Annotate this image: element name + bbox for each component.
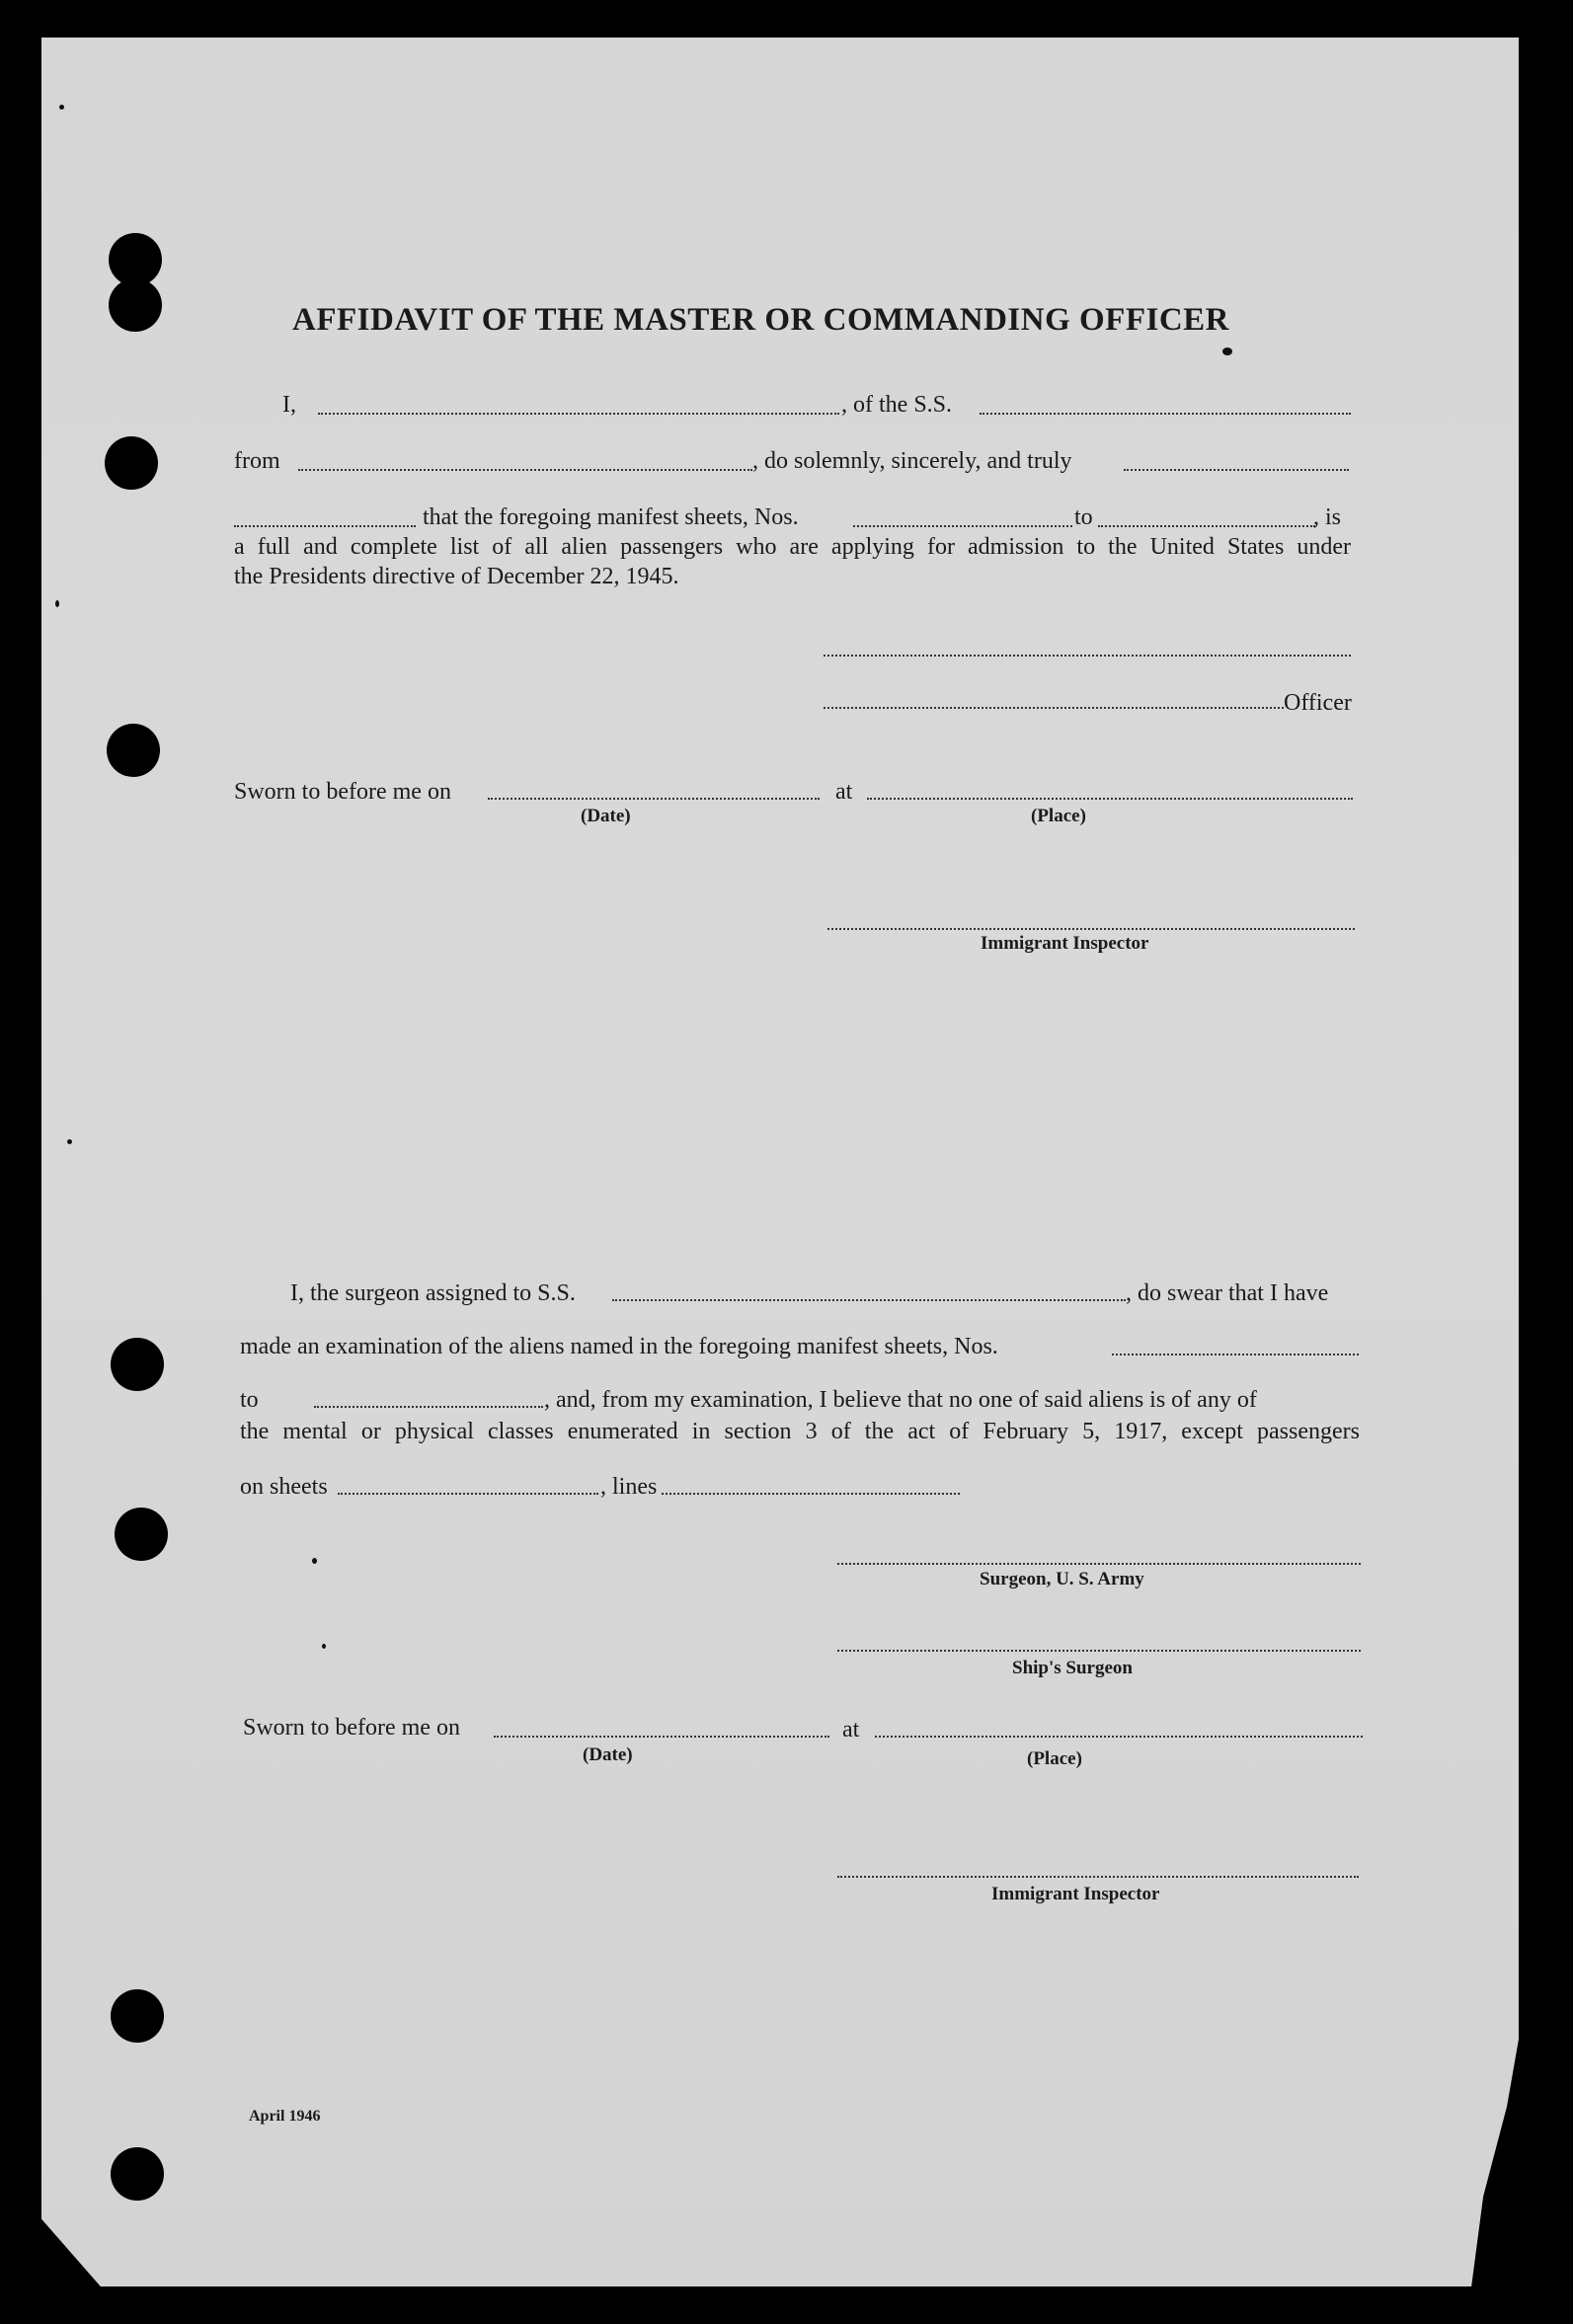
surgeon-date-caption: (Date) [583, 1744, 633, 1765]
surgeon-sworn-place-field[interactable] [875, 1736, 1363, 1738]
punch-hole [111, 1338, 164, 1391]
master-name-field[interactable] [318, 413, 839, 415]
army-surgeon-signature-field[interactable] [837, 1563, 1361, 1565]
army-surgeon-caption: Surgeon, U. S. Army [980, 1569, 1144, 1589]
sheets-to-field[interactable] [1098, 525, 1315, 527]
document-page [41, 38, 1519, 2286]
speck [312, 1558, 317, 1564]
lines-label: , lines [600, 1474, 658, 1500]
of-ss-label: , of the S.S. [841, 392, 953, 418]
officer-label: Officer [1284, 690, 1352, 716]
solemnly-text: , do solemnly, sincerely, and truly [752, 448, 1072, 474]
sworn-label: Sworn to before me on [234, 779, 451, 805]
surgeon-at-label: at [842, 1717, 860, 1743]
place-caption: (Place) [1031, 806, 1086, 826]
date-caption: (Date) [581, 806, 631, 826]
punch-hole [115, 1508, 168, 1561]
surgeon-ship-field[interactable] [612, 1299, 1126, 1301]
inspector-caption: Immigrant Inspector [981, 933, 1149, 954]
except-sheets-field[interactable] [338, 1493, 598, 1495]
speck [55, 600, 59, 607]
officer-title-field[interactable] [824, 707, 1284, 709]
surgeon-finding-text: , and, from my examination, I believe that no one of said aliens is of any of [544, 1387, 1257, 1413]
oath-field[interactable] [1124, 469, 1349, 471]
from-label: from [234, 448, 280, 474]
sworn-place-field[interactable] [867, 798, 1353, 800]
surgeon-to-label: to [240, 1387, 259, 1413]
surgeon-place-caption: (Place) [1027, 1748, 1082, 1769]
surgeon-inspector-signature-field[interactable] [837, 1876, 1359, 1878]
ship-surgeon-caption: Ship's Surgeon [1012, 1658, 1133, 1678]
ship-surgeon-signature-field[interactable] [837, 1650, 1361, 1652]
manifest-sheets-text: that the foregoing manifest sheets, Nos. [423, 504, 799, 530]
form-date: April 1946 [249, 2108, 321, 2125]
surgeon-inspector-caption: Immigrant Inspector [991, 1884, 1160, 1904]
page-title: AFFIDAVIT OF THE MASTER OR COMMANDING OFFICER [292, 302, 1229, 338]
surgeon-sheets-to-field[interactable] [314, 1406, 543, 1408]
except-lines-field[interactable] [662, 1493, 960, 1495]
surgeon-sworn-date-field[interactable] [494, 1736, 829, 1738]
sworn-date-field[interactable] [488, 798, 820, 800]
master-signature-field[interactable] [824, 655, 1351, 657]
speck [59, 105, 64, 110]
i-label: I, [282, 392, 296, 418]
on-sheets-label: on sheets [240, 1474, 328, 1500]
surgeon-examination-text: made an examination of the aliens named in the foregoing manifest sheets, Nos. [240, 1334, 998, 1359]
master-statement-line: a full and complete list of all alien passengers who are applying for admission to the United States under [234, 534, 1351, 560]
to-label: to [1074, 504, 1093, 530]
speck [1222, 348, 1232, 355]
speck [322, 1644, 326, 1649]
punch-hole [111, 2147, 164, 2201]
punch-hole [111, 1989, 164, 2043]
punch-hole [109, 278, 162, 332]
ship-name-field[interactable] [980, 413, 1351, 415]
at-label: at [835, 779, 853, 805]
swear-field[interactable] [234, 525, 416, 527]
inspector-signature-field[interactable] [827, 928, 1355, 930]
speck [67, 1139, 72, 1144]
surgeon-sheets-from-field[interactable] [1112, 1354, 1359, 1356]
surgeon-line-end: , do swear that I have [1126, 1280, 1329, 1306]
sheets-from-field[interactable] [853, 525, 1072, 527]
surgeon-classes-text: the mental or physical classes enumerated in section 3 of the act of February 5, 1917, except passengers [240, 1419, 1360, 1444]
surgeon-sworn-label: Sworn to before me on [243, 1715, 460, 1741]
punch-hole [105, 436, 158, 490]
surgeon-line-start: I, the surgeon assigned to S.S. [290, 1280, 576, 1306]
from-port-field[interactable] [298, 469, 752, 471]
master-statement-line: the Presidents directive of December 22, 1945. [234, 564, 679, 589]
punch-hole [107, 724, 160, 777]
is-label: , is [1313, 504, 1342, 530]
